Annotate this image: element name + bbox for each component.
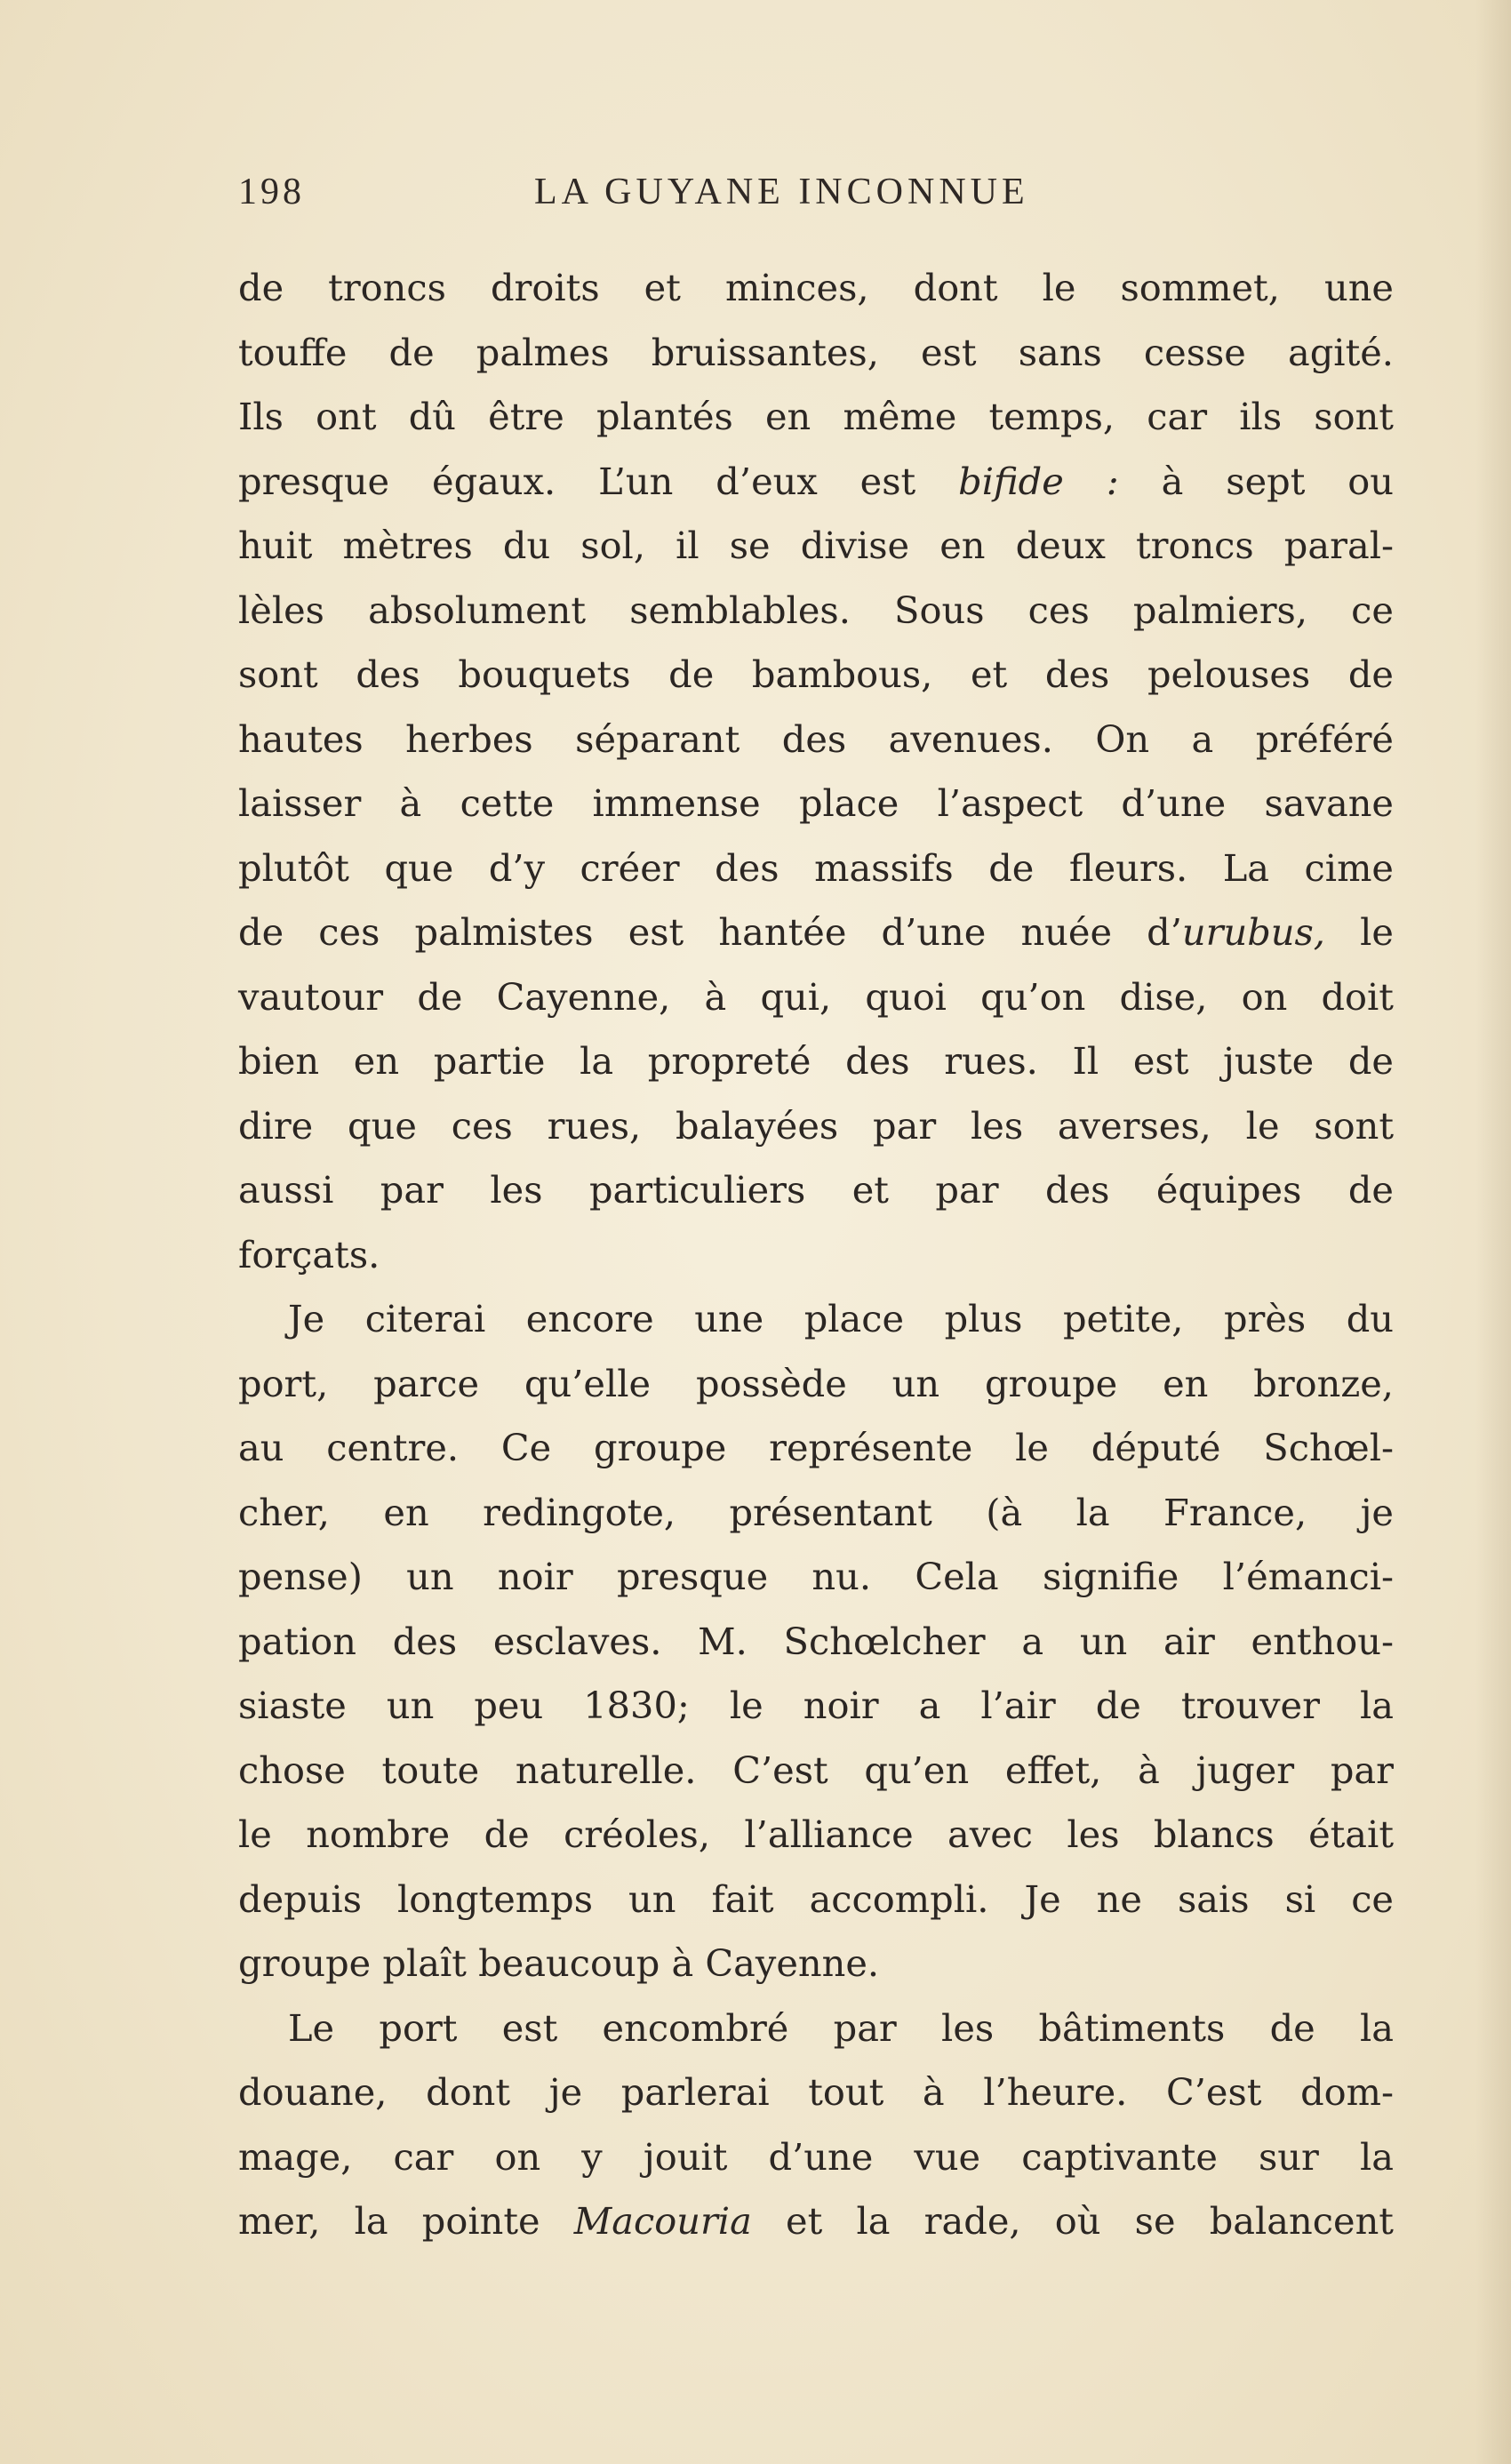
- text-line: lèles absolument semblables. Sous ces palmiers, ce: [238, 588, 1394, 632]
- text-line: plutôt que d’y créer des massifs de fleurs. La cime: [238, 845, 1394, 890]
- text-line: au centre. Ce groupe représente le député Schœl-: [238, 1426, 1394, 1469]
- text-line: douane, dont je parlerai tout à l’heure. C’est dom-: [238, 2070, 1394, 2114]
- text-line: cher, en redingote, présentant (à la France, je: [238, 1490, 1394, 1534]
- italic-term: urubus,: [1181, 910, 1325, 954]
- text-line: port, parce qu’elle possède un groupe en bronze,: [238, 1361, 1394, 1405]
- text-line: Je citerai encore une place plus petite, près du: [288, 1297, 1394, 1340]
- text-line: mage, car on y jouit d’une vue captivante sur la: [238, 2134, 1394, 2179]
- text-line: pense) un noir presque nu. Cela signifie l’émanci-: [238, 1555, 1394, 1598]
- text-line: de troncs droits et minces, dont le sommet, une: [238, 266, 1394, 309]
- text-line: Ils ont dû être plantés en même temps, car ils sont: [238, 395, 1394, 438]
- text-line: huit mètres du sol, il se divise en deux troncs paral-: [238, 524, 1394, 567]
- text-line: chose toute naturelle. C’est qu’en effet, à juger par: [238, 1748, 1394, 1792]
- text-segment: mer, la pointe: [238, 2199, 540, 2243]
- text-line: dire que ces rues, balayées par les averses, le sont: [238, 1103, 1394, 1148]
- running-title: LA GUYANE INCONNUE: [534, 172, 1029, 212]
- text-segment: et la rade, où se balancent: [786, 2199, 1394, 2243]
- running-header: [238, 171, 1394, 224]
- text-line: groupe plaît beaucoup à Cayenne.: [238, 1941, 880, 1985]
- text-line: aussi par les particuliers et par des équipes de: [238, 1168, 1394, 1212]
- text-line: pation des esclaves. M. Schœlcher a un air enthou-: [238, 1619, 1394, 1663]
- text-segment: de ces palmistes est hantée d’une nuée d’: [238, 910, 1182, 954]
- text-line: [238, 2189, 1394, 2254]
- text-segment: presque égaux. L’un d’eux est: [238, 459, 916, 503]
- text-line: Le port est encombré par les bâtiments de la: [288, 2005, 1394, 2050]
- text-line: sont des bouquets de bambous, et des pelouses de: [238, 652, 1394, 696]
- text-line: vautour de Cayenne, à qui, quoi qu’on dise, on doit: [238, 974, 1394, 1019]
- text-line: [238, 450, 1394, 515]
- italic-term: Macouria: [573, 2199, 752, 2243]
- text-line: siaste un peu 1830; le noir a l’air de trouver la: [238, 1684, 1394, 1727]
- text-segment: le: [1360, 910, 1394, 954]
- italic-term: bifide :: [958, 459, 1119, 503]
- text-line: [238, 900, 1394, 965]
- text-line: le nombre de créoles, l’alliance avec les blancs était: [238, 1812, 1394, 1856]
- page-edge-shadow: [1475, 0, 1511, 2464]
- text-segment: à sept ou: [1161, 459, 1394, 503]
- text-line: bien en partie la propreté des rues. Il est juste de: [238, 1039, 1394, 1083]
- text-line: forçats.: [238, 1232, 380, 1276]
- page-number: 198: [238, 172, 305, 212]
- text-line: depuis longtemps un fait accompli. Je ne sais si ce: [238, 1876, 1394, 1921]
- text-line: laisser à cette immense place l’aspect d’une savane: [238, 781, 1394, 825]
- text-line: hautes herbes séparant des avenues. On a préféré: [238, 716, 1394, 761]
- body-text: [238, 256, 1394, 2254]
- text-line: touffe de palmes bruissantes, est sans cesse agité.: [238, 330, 1394, 374]
